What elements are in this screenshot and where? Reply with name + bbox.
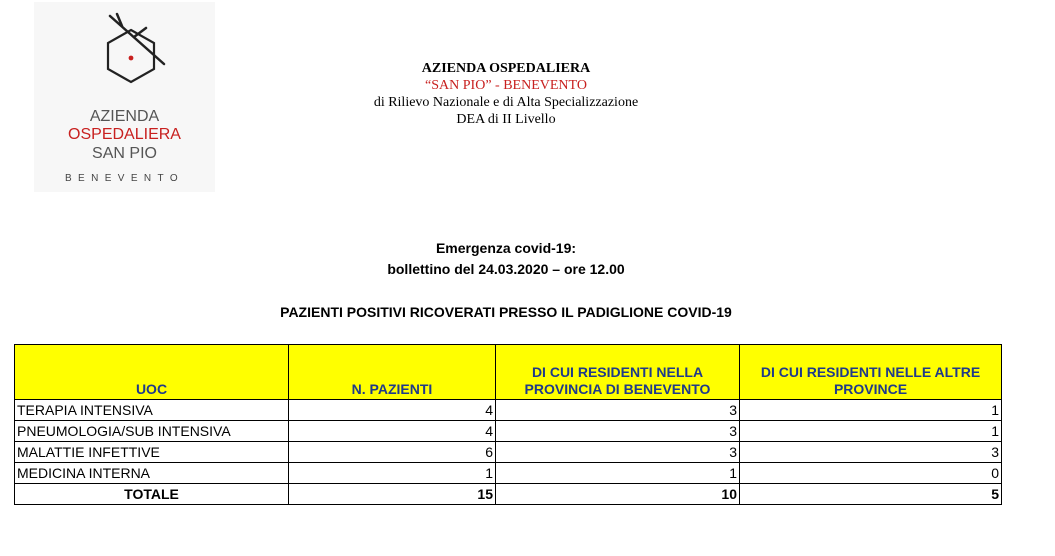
hospital-subtitle: “SAN PIO” - BENEVENTO (425, 78, 587, 93)
cell-other-provinces: 3 (740, 442, 1002, 463)
patients-table (14, 344, 1002, 505)
col-header-other-province-residents: DI CUI RESIDENTI NELLE ALTRE PROVINCE (740, 345, 1002, 400)
cell-total-benevento: 10 (496, 484, 740, 505)
logo-text-azienda: AZIENDA (89, 108, 160, 125)
cell-patients: 6 (289, 442, 496, 463)
hospital-level: DEA di II Livello (456, 112, 556, 127)
cell-benevento: 3 (496, 421, 740, 442)
cell-uoc: MALATTIE INFETTIVE (15, 442, 289, 463)
bulletin-title: Emergenza covid-19: (435, 240, 577, 256)
table-row (15, 463, 1002, 484)
hospital-logo (34, 2, 215, 192)
cell-other-provinces: 0 (740, 463, 1002, 484)
hospital-designation: di Rilievo Nazionale e di Alta Specializzazione (373, 95, 639, 110)
cell-other-provinces: 1 (740, 400, 1002, 421)
col-header-patients: N. PAZIENTI (289, 345, 496, 400)
cell-patients: 1 (289, 463, 496, 484)
cell-total-other-provinces: 5 (740, 484, 1002, 505)
cell-total-label: TOTALE (15, 484, 289, 505)
letterhead (296, 60, 716, 128)
logo-text-benevento: BENEVENTO (64, 173, 185, 184)
cell-benevento: 1 (496, 463, 740, 484)
cell-uoc: PNEUMOLOGIA/SUB INTENSIVA (15, 421, 289, 442)
logo-text-ospedaliera: OSPEDALIERA (68, 126, 181, 143)
cell-benevento: 3 (496, 400, 740, 421)
cell-total-patients: 15 (289, 484, 496, 505)
table-header-row (15, 345, 1002, 400)
cell-patients: 4 (289, 421, 496, 442)
hospital-name: AZIENDA OSPEDALIERA (421, 61, 591, 76)
table-row (15, 442, 1002, 463)
table-row (15, 400, 1002, 421)
table-total-row (15, 484, 1002, 505)
col-header-benevento-residents: DI CUI RESIDENTI NELLA PROVINCIA DI BENEVENTO (496, 345, 740, 400)
bulletin-date: bollettino del 24.03.2020 – ore 12.00 (387, 261, 625, 277)
col-header-uoc: UOC (15, 345, 289, 400)
cell-patients: 4 (289, 400, 496, 421)
table-row (15, 421, 1002, 442)
hexagon-logo-icon (34, 2, 215, 112)
table-title: PAZIENTI POSITIVI RICOVERATI PRESSO IL PADIGLIONE COVID-19 (280, 304, 732, 320)
logo-text-san-pio: SAN PIO (92, 145, 157, 162)
cell-uoc: TERAPIA INTENSIVA (15, 400, 289, 421)
bulletin-heading (300, 238, 712, 280)
cell-uoc: MEDICINA INTERNA (15, 463, 289, 484)
cell-other-provinces: 1 (740, 421, 1002, 442)
cell-benevento: 3 (496, 442, 740, 463)
